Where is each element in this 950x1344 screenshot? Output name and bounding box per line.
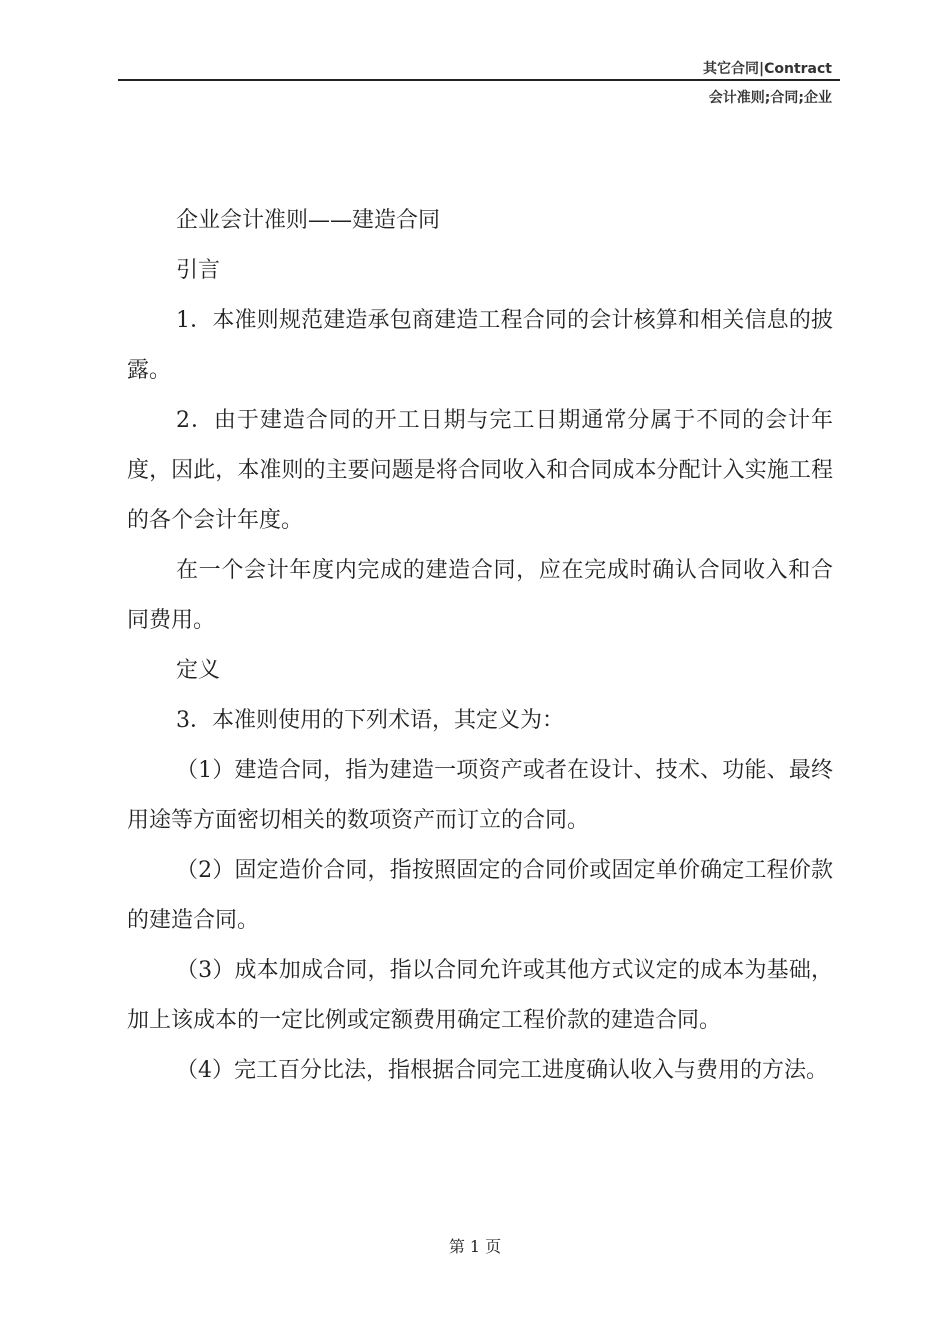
- document-title: 企业会计准则——建造合同: [176, 208, 441, 233]
- definition-item: （3）成本加成合同，指以合同允许或其他方式议定的成本为基础，加上该成本的一定比例或定额费用确定工程价款的建造合同。: [127, 958, 833, 1033]
- page-number: 第 1 页: [448, 1237, 502, 1256]
- paragraph: 在一个会计年度内完成的建造合同，应在完成时确认合同收入和合同费用。: [127, 558, 833, 633]
- paragraph: 3．本准则使用的下列术语，其定义为：: [176, 708, 564, 733]
- section-heading-definitions: 定义: [176, 658, 221, 683]
- paragraph: 2．由于建造合同的开工日期与完工日期通常分属于不同的会计年度，因此，本准则的主要问题是将合同收入和合同成本分配计入实施工程的各个会计年度。: [127, 408, 833, 533]
- section-heading-introduction: 引言: [176, 258, 221, 283]
- header-keywords: 会计准则;合同;企业: [708, 90, 832, 106]
- definition-item: （4）完工百分比法，指根据合同完工进度确认收入与费用的方法。: [176, 1058, 828, 1083]
- definition-item: （1）建造合同，指为建造一项资产或者在设计、技术、功能、最终用途等方面密切相关的数项资产而订立的合同。: [127, 758, 833, 833]
- header-divider: [118, 79, 840, 81]
- document-body: [127, 196, 833, 1096]
- paragraph: 1．本准则规范建造承包商建造工程合同的会计核算和相关信息的披露。: [127, 308, 833, 383]
- header-category: 其它合同|Contract: [702, 61, 832, 77]
- definition-item: （2）固定造价合同，指按照固定的合同价或固定单价确定工程价款的建造合同。: [127, 858, 833, 933]
